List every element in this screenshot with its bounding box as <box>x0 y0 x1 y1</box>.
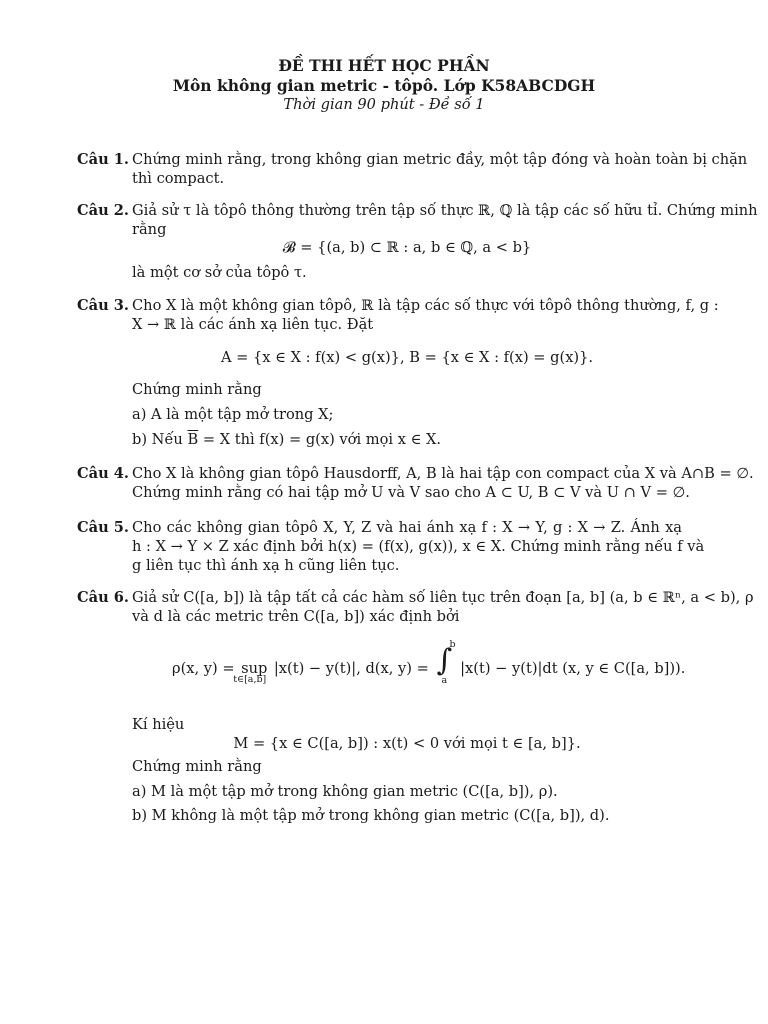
part-b: b) M không là một tập mở trong không gian metric (C([a, b]), d). <box>132 807 610 824</box>
part-b-prefix: b) Nếu <box>132 431 188 448</box>
question-text-line: g liên tục thì ánh xạ h cũng liên tục. <box>132 557 400 574</box>
question-text-line: rằng <box>132 221 167 238</box>
question-label: Câu 2. <box>77 202 129 219</box>
exam-title: ĐỀ THI HẾT HỌC PHẦN <box>278 56 490 75</box>
notation-text: Kí hiệu <box>132 716 185 733</box>
question-text-line: và d là các metric trên C([a, b]) xác định bởi <box>132 608 460 625</box>
question-text-line: h : X → Y × Z xác định bởi h(x) = (f(x), g(x)), x ∈ X. Chứng minh rằng nếu f và <box>132 538 705 555</box>
question-label: Câu 5. <box>77 519 129 536</box>
formula-M: M = {x ∈ C([a, b]) : x(t) < 0 với mọi t ∈ [a, b]}. <box>233 735 581 752</box>
question-text-line: X → ℝ là các ánh xạ liên tục. Đặt <box>132 316 374 333</box>
question-label: Câu 6. <box>77 589 129 606</box>
b-closure: $\overline{B}$ <box>187 431 199 448</box>
sup-subscript: t∈[a,b] <box>233 674 267 685</box>
question-text-line: Cho các không gian tôpô X, Y, Z và hai ánh xạ f : X → Y, g : X → Z. Ánh xạ <box>132 519 682 536</box>
formula-sets: A = {x ∈ X : f(x) < g(x)}, B = {x ∈ X : f(x) = g(x)}. <box>220 349 594 366</box>
formula-basis: 𝓑 = {(a, b) ⊂ ℝ : a, b ∈ ℚ, a < b} <box>282 239 532 256</box>
question-text-line: Chứng minh rằng, trong không gian metric đầy, một tập đóng và hoàn toàn bị chặn <box>132 151 748 168</box>
sup-text: sup <box>241 660 268 677</box>
exam-subtitle: Môn không gian metric - tôpô. Lớp K58ABCDGH <box>172 76 596 95</box>
rho-rest: |x(t) − y(t)|, d(x, y) = <box>269 660 434 677</box>
question-text-line: thì compact. <box>132 170 225 187</box>
integral-upper: b <box>449 639 456 650</box>
prove-text: Chứng minh rằng <box>132 381 262 398</box>
exam-info: Thời gian 90 phút - Đề số 1 <box>283 96 485 113</box>
question-label: Câu 4. <box>77 465 129 482</box>
question-text-line: là một cơ sở của tôpô τ. <box>132 264 307 281</box>
integral-sign-icon: ∫ <box>436 643 453 678</box>
integral-lower: a <box>441 675 448 686</box>
part-a: a) A là một tập mở trong X; <box>132 406 334 423</box>
question-text-line: Cho X là không gian tôpô Hausdorff, A, B là hai tập con compact của X và A∩B = ∅. <box>132 465 754 482</box>
part-b-suffix: = X thì f(x) = g(x) với mọi x ∈ X. <box>198 431 442 448</box>
formula-metrics <box>132 638 686 698</box>
question-text-line: Giả sử τ là tôpô thông thường trên tập số thực ℝ, ℚ là tập các số hữu tỉ. Chứng minh <box>132 202 758 219</box>
rho-lhs: ρ(x, y) = <box>172 660 240 677</box>
question-text-line: Chứng minh rằng có hai tập mở U và V sao cho A ⊂ U, B ⊂ V và U ∩ V = ∅. <box>132 484 690 501</box>
part-b <box>132 430 682 449</box>
question-label: Câu 1. <box>77 151 129 168</box>
question-label: Câu 3. <box>77 297 129 314</box>
prove-text: Chứng minh rằng <box>132 758 262 775</box>
int-rest: |x(t) − y(t)|dt (x, y ∈ C([a, b])). <box>455 660 686 677</box>
sup-operator <box>233 659 269 685</box>
question-text-line: Giả sử C([a, b]) là tập tất cả các hàm số liên tục trên đoạn [a, b] (a, b ∈ ℝⁿ, a < b), ρ <box>132 589 754 606</box>
part-a: a) M là một tập mở trong không gian metric (C([a, b]), ρ). <box>132 783 558 800</box>
integral-operator <box>433 639 456 686</box>
question-text-line: Cho X là một không gian tôpô, ℝ là tập các số thực với tôpô thông thường, f, g : <box>132 297 719 314</box>
